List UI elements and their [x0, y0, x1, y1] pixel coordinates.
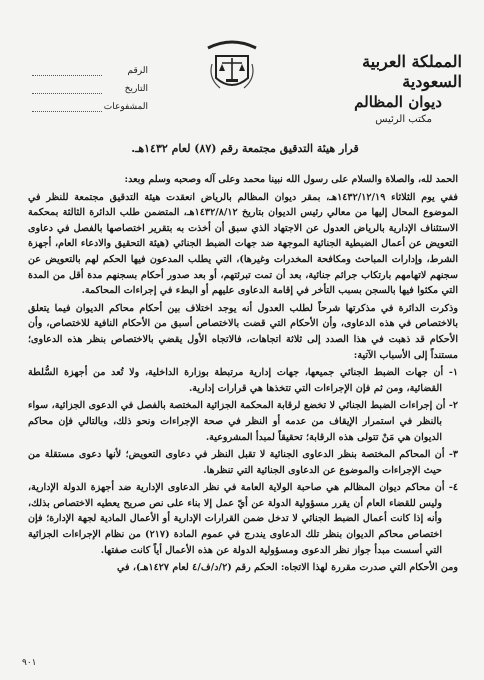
- field-attachments-label: المشفوعات: [103, 102, 148, 112]
- reason-item-2: ٢- أن إجراءات الضبط الجنائي لا تخضع لرقابة المحكمة الجزائية المختصة بالفصل في الدعوى الجزائية، سواء بالنظر في استمرار الإيقاف من عدمه أو النظر في صحة الإجراءات ونحو ذلك، وبالتالي فإن محاكم الديوان هي مَنْ تتولى هذه الرقابة؛ تحقيقاً لمبدأ المشروعية.: [28, 400, 458, 443]
- office-name: مكتب الرئيس: [375, 114, 432, 125]
- field-number: [28, 58, 148, 76]
- opening-paragraph: الحمد لله، والصلاة والسلام على رسول الله نبينا محمد وعلى آله وصحبه وسلم وبعد:: [124, 174, 458, 185]
- letterhead-right: [312, 52, 462, 128]
- field-date-label: التاريخ: [124, 84, 148, 94]
- field-attachments: [28, 94, 148, 112]
- session-paragraph: ففي يوم الثلاثاء ١٤٣٢/١٢/١٩هـ، بمقر ديوان المظالم بالرياض انعقدت هيئة التدقيق مجتمعة للنظر في الموضوع المحال إليها من معالي رئيس الديوان بتاريخ ١٤٣٢/٨/١٢هـ، المتضمن طلب الدائرة الثالثة بمحكمة الاستئناف الإدارية بالرياض العدول عن الاجتهاد الذي سبق أن أخذت به بتقرير اختصاصها بالفصل في دعاوى التعويض عن أعمال الضبطية الجنائية الموجهة ضد جهات الضبط الجنائي (هيئة التحقيق والادعاء العام، أجهزة الشرط، وإدارات المباحث ومكافحة المخدرات وغيرها)، التي يطلب المدعون فيها الحكم لهم بالتعويض عن سجنهم لاتهامهم بارتكاب جرائم جنائية، بعد أن تمت تبرئتهم، أو بعد صدور أحكام بسجنهم مدة أقل من المدة التي مكثوا فيها بالسجن بسبب التأخر في إقامة الدعاوى عليهم أو البطء في إجراءات المحاكمة.: [28, 191, 458, 297]
- field-number-line: [32, 67, 102, 76]
- document-body: [28, 172, 458, 578]
- field-date-line: [32, 85, 102, 94]
- reason-item-1: ١- أن جهات الضبط الجنائي جميعها، جهات إدارية مرتبطة بوزارة الداخلية، ولا تُعد من أجهزة السُّلطة القضائية، ومن ثم فإن الإجراءات التي تتخذها هي قرارات إدارية.: [28, 367, 458, 394]
- diwan-emblem-icon: [200, 34, 264, 98]
- reason-item-4: ٤- أن محاكم ديوان المظالم هي صاحبة الولاية العامة في نظر الدعاوى الإدارية ضد أجهزة الدولة الإدارية، وليس للقضاء العام أن يقرر مسؤولية الدولة عن أيّ عمل إلا بناء على نص صريح يعطيه الاختصاص بذلك، وأنه إذا كانت أعمال الضبط الجنائي لا تدخل ضمن القرارات الإدارية أو الأعمال المادية لجهة الإدارة؛ فإن اختصاص محاكم الديوان بنظر تلك الدعاوى يندرج في عموم المادة (٢١٧) من نظام الإجراءات الجزائية التي أسست مبدأ جواز نظر الدعوى ومسؤولية الدولة عن هذه الأعمال أياً كانت صفتها.: [28, 482, 458, 556]
- field-attachments-line: [32, 103, 102, 112]
- field-number-label: الرقم: [127, 66, 148, 76]
- diwan-name: ديوان المظالم: [354, 93, 442, 111]
- closing-paragraph: ومن الأحكام التي صدرت مقررة لهذا الاتجاه: الحكم رقم (٢/د/ف/٤ لعام ١٤٢٧هـ)، في: [117, 562, 458, 574]
- reason-item-3: ٣- أن المحاكم المختصة بنظر الدعاوى الجنائية لا تقبل النظر في دعاوى التعويض؛ لأنها دعوى مستقلة من حيث الإجراءات والموضوع عن الدعاوى الجنائية التي تنظرها.: [28, 449, 458, 476]
- circuit-paragraph: وذكرت الدائرة في مذكرتها شرحاً لطلب العدول أنه يوجد اختلاف بين أحكام محاكم الديوان فيما يتعلق بالاختصاص في هذه الدعاوى، وأن الأحكام التي قضت بالاختصاص أسبق من الأحكام النافية للاختصاص، وأن الأحكام قد ذهبت في هذا الصدد إلى ثلاثة اتجاهات، فالاتجاه الأول يقضي بالاختصاص بنظر هذه الدعاوى؛ مستنداً إلى الأسباب الآتية:: [28, 302, 458, 361]
- page-number: ٩٠١: [22, 658, 37, 668]
- kingdom-name: المملكة العربية السعودية: [362, 52, 462, 91]
- decision-title: قرار هيئة التدقيق مجتمعة رقم (٨٧) لعام ١٤٣٢هـ.: [131, 142, 359, 155]
- reference-fields: [28, 58, 148, 112]
- field-date: [28, 76, 148, 94]
